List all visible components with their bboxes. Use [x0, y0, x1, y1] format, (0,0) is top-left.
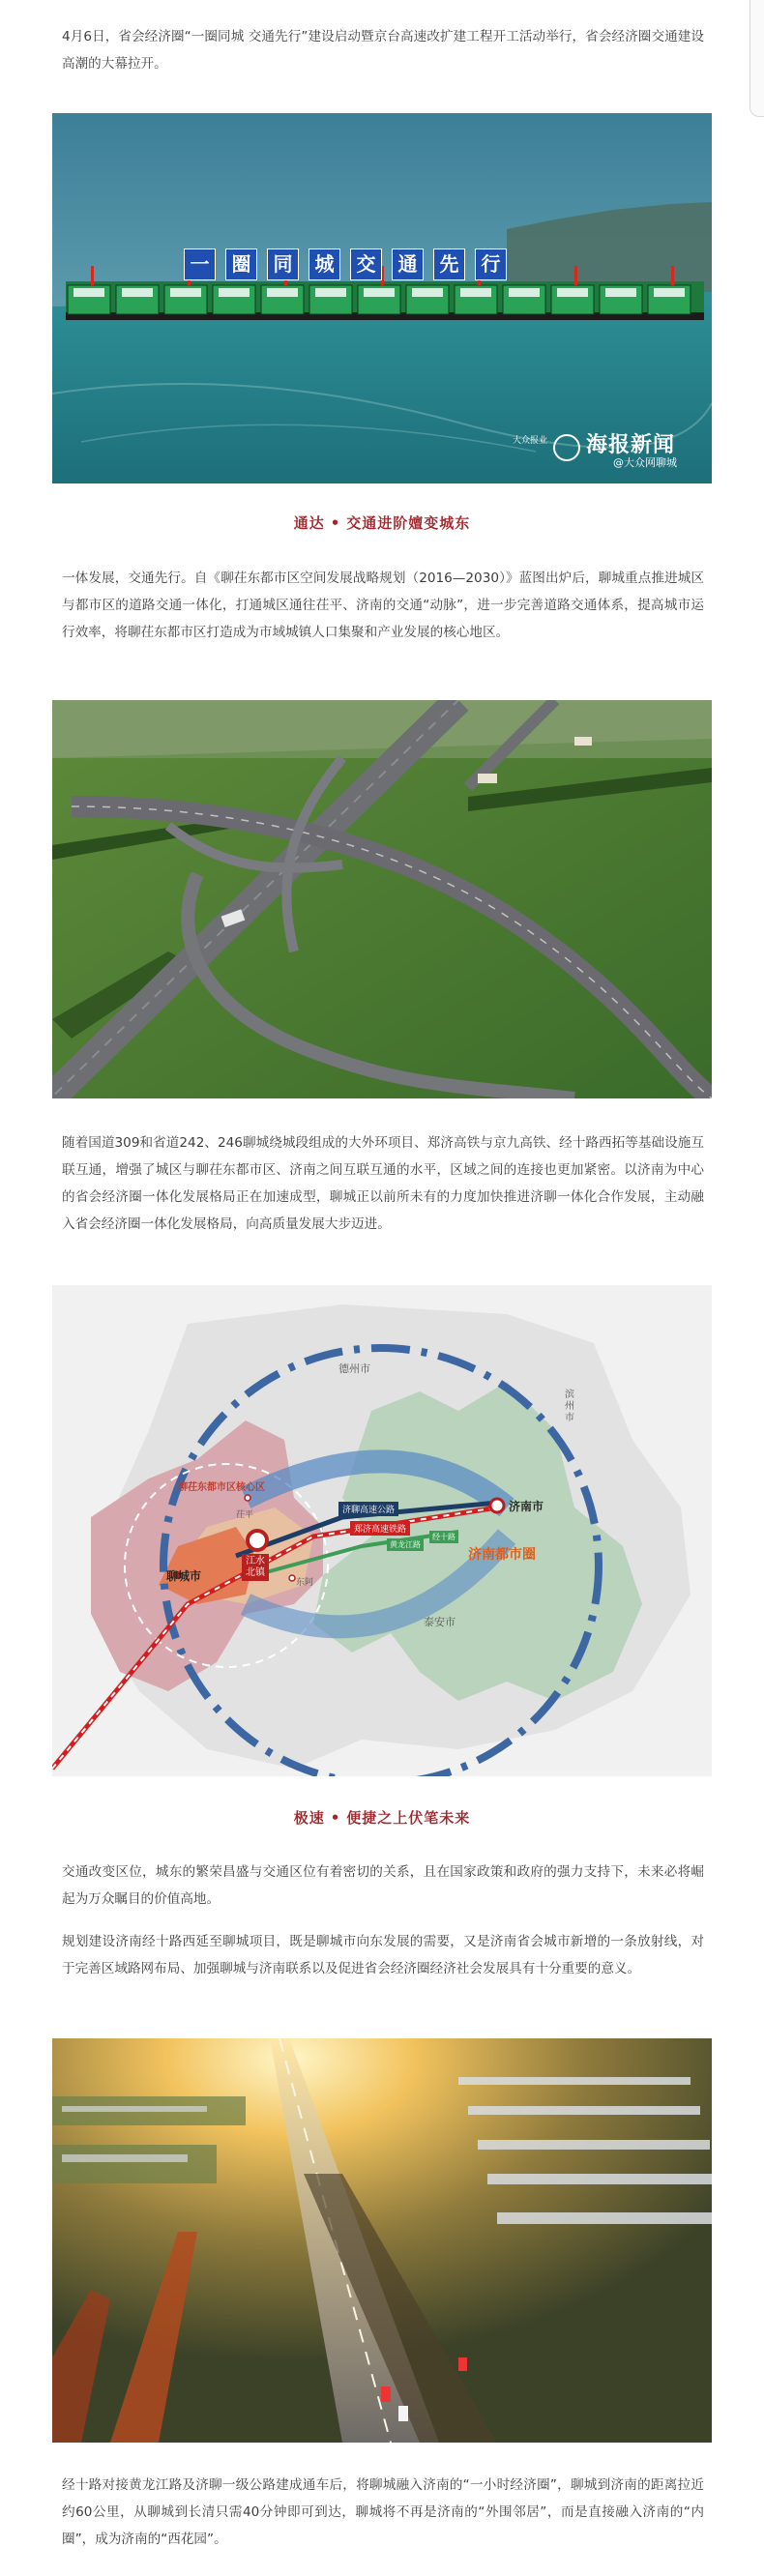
banner-char: 行: [475, 249, 507, 280]
heading-dot: •: [330, 1809, 341, 1827]
map-label-dong-e: 东阿: [296, 1578, 314, 1588]
paragraph-5: 规划建设济南经十路西延至聊城项目，既是聊城市向东发展的需要，又是济南省会城市新增的一条放射线，对于完善区域路网布局、加强聊城与济南联系以及促进省会经济圈经济社会发展具有十分重要的意义。: [62, 1934, 704, 1976]
paragraph-6: 经十路对接黄龙江路及济聊一级公路建成通车后，将聊城融入济南的“一小时经济圈”，聊城到济南的距离拉近约60公里，从聊城到长清只需40分钟即可到达，聊城将不再是济南的“外围邻居”，而是直接融入济南的“内圈”，成为济南的“西花园”。: [62, 2477, 704, 2547]
banner: [184, 249, 507, 280]
map-label-jinan-metro: 济南都市圈: [468, 1547, 536, 1563]
map-label-huanglong-road: 黄龙江路: [387, 1538, 424, 1551]
map-label-taian: 泰安市: [424, 1616, 455, 1628]
paragraph-2: 一体发展，交通先行。自《聊茌东都市区空间发展战略规划（2016—2030）》蓝图出炉后，聊城重点推进城区与都市区的道路交通一体化，打通城区通往茌平、济南的交通“动脉”，进一步完善道路交通体系，提高城市运行效率，将聊茌东都市区打造成为市域城镇人口集聚和产业发展的核心地区。: [62, 571, 704, 640]
watermark-brand: 海报新闻: [586, 433, 676, 457]
watermark-handle: @大众网聊城: [613, 456, 677, 469]
map-label-jiliao-road: 济聊高速公路: [338, 1502, 398, 1516]
banner-char: 通: [392, 249, 424, 280]
heading-right: 便捷之上伏笔未来: [346, 1809, 471, 1827]
banner-char: 一: [184, 249, 216, 280]
banner-char: 圈: [225, 249, 257, 280]
map-label-chiping: 茌平: [236, 1510, 254, 1520]
banner-char: 同: [267, 249, 299, 280]
banner-char: 先: [433, 249, 465, 280]
map-label-dezhou: 德州市: [338, 1362, 370, 1375]
map-label-zhengji-rail: 郑济高速铁路: [350, 1521, 410, 1536]
trucks-banner-photo: [52, 113, 712, 483]
map-label-jingshi-road: 经十路: [429, 1531, 458, 1543]
interchange-aerial-photo: [52, 700, 712, 1098]
section-heading-1: [0, 512, 764, 533]
heading-dot: •: [330, 514, 341, 532]
map-label-binzhou: 滨州市: [565, 1390, 574, 1423]
watermark-circle-icon: [553, 434, 580, 461]
banner-char: 城: [309, 249, 340, 280]
heading-left: 通达: [293, 514, 325, 532]
heading-left: 极速: [293, 1809, 325, 1827]
map-label-liaocheng: 聊城市: [166, 1569, 202, 1583]
banner-char: 交: [350, 249, 382, 280]
paragraph-4: 交通改变区位，城东的繁荣昌盛与交通区位有着密切的关系，且在国家政策和政府的强力支持下，未来必将崛起为万众瞩目的价值高地。: [62, 1864, 704, 1907]
watermark-logo: 大众报业: [512, 436, 547, 446]
section-heading-2: [0, 1807, 764, 1828]
sunset-highway-photo: [52, 2038, 712, 2443]
map-badge-line: 北镇: [246, 1567, 265, 1578]
map-label-jinan: 济南市: [509, 1500, 544, 1513]
map-label-core-area: 聊茌东都市区核心区: [178, 1482, 265, 1493]
heading-right: 交通进阶嬗变城东: [346, 514, 471, 532]
scrollbar[interactable]: [749, 0, 764, 117]
paragraph-3: 随着国道309和省道242、246聊城绕城段组成的大外环项目、郑济高铁与京九高铁、经十路西拓等基础设施互联互通，增强了城区与聊茌东都市区、济南之间互联互通的水平，区域之间的连接也更加紧密。以济南为中心的省会经济圈一体化发展格局正在加速成型，聊城正以前所未有的力度加快推进济聊一体化合作发展，主动融入省会经济圈一体化发展格局，向高质量发展大步迈进。: [62, 1135, 704, 1232]
regional-map: [52, 1285, 712, 1776]
map-badge-jiangbei: [242, 1554, 269, 1581]
map-badge-line: 江水: [246, 1556, 265, 1566]
intro-paragraph: 4月6日，省会经济圈“一圈同城 交通先行”建设启动暨京台高速改扩建工程开工活动举行，省会经济圈交通建设高潮的大幕拉开。: [62, 29, 704, 72]
